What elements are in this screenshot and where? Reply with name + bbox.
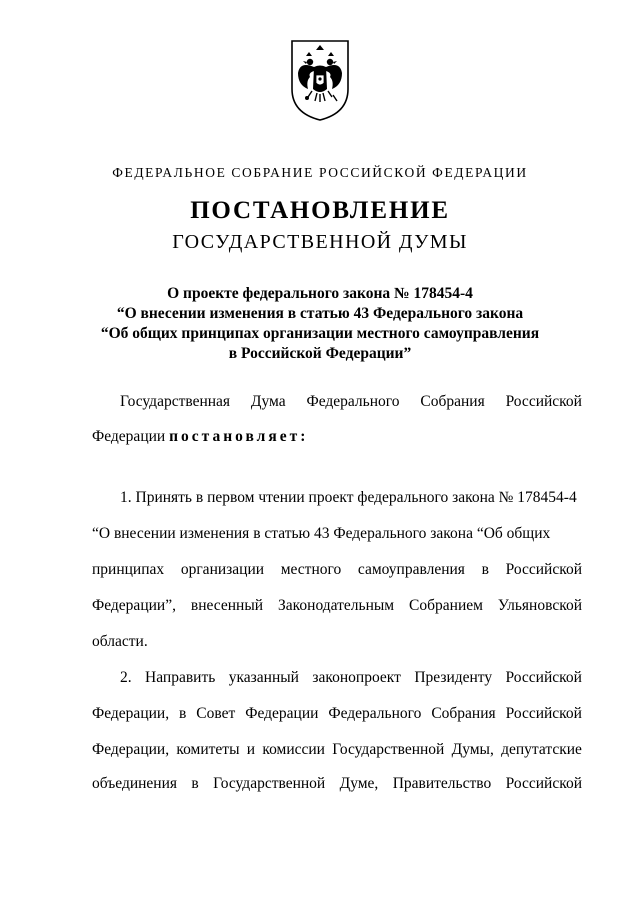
preamble-text: Федерации xyxy=(92,428,166,445)
word: Собрания xyxy=(431,705,496,722)
word: самоуправления xyxy=(357,561,465,578)
word: Направить xyxy=(145,669,216,686)
word: внесенный xyxy=(190,597,264,614)
document-title: ПОСТАНОВЛЕНИЕ xyxy=(190,197,450,224)
item1-line-5: области. xyxy=(92,633,148,650)
word: Государственной xyxy=(332,741,445,758)
word: в xyxy=(191,775,199,792)
word: Законодательным xyxy=(278,597,395,614)
word: Российской xyxy=(505,669,582,686)
subject-heading xyxy=(0,284,640,364)
item1-line-4 xyxy=(92,597,582,615)
word: Федерации, xyxy=(92,705,170,722)
word: Российской xyxy=(505,775,582,792)
subject-line-4: в Российской Федерации” xyxy=(228,345,412,362)
decree-word: постановляет: xyxy=(169,428,309,445)
item1-line-1: 1. Принять в первом чтении проект федерального закона № 178454-4 xyxy=(120,489,577,506)
preamble-word: Собрания xyxy=(420,393,485,410)
word: Российской xyxy=(505,561,582,578)
document-subtitle: ГОСУДАРСТВЕННОЙ ДУМЫ xyxy=(172,231,468,253)
item2-line-1 xyxy=(120,669,582,687)
word: депутатские xyxy=(501,741,582,758)
preamble-word: Дума xyxy=(250,393,286,410)
word: местного xyxy=(280,561,342,578)
word: в xyxy=(179,705,187,722)
preamble-word: Российской xyxy=(505,393,582,410)
word: указанный xyxy=(228,669,299,686)
word: Ульяновской xyxy=(497,597,582,614)
word: Думы, xyxy=(451,741,494,758)
word: Федерации, xyxy=(92,741,170,758)
word: законопроект xyxy=(312,669,401,686)
word: объединения xyxy=(92,775,178,792)
item1-line-3 xyxy=(92,561,582,579)
coat-of-arms-emblem xyxy=(286,37,354,123)
subject-line-3: “Об общих принципах организации местного самоуправления xyxy=(100,325,540,342)
word: Собранием xyxy=(409,597,483,614)
word: Федерации xyxy=(245,705,319,722)
word: Совет xyxy=(196,705,236,722)
preamble-word: Федерального xyxy=(306,393,400,410)
word: Федерального xyxy=(328,705,422,722)
word: Правительство xyxy=(392,775,492,792)
subject-line-2: “О внесении изменения в статью 43 Федерального закона xyxy=(116,305,524,322)
word: в xyxy=(481,561,489,578)
word: Государственной xyxy=(213,775,326,792)
word: принципах xyxy=(92,561,165,578)
word: комиссии xyxy=(262,741,325,758)
item2-line-3 xyxy=(92,741,582,759)
preamble-word: Государственная xyxy=(120,393,231,410)
word: Думе, xyxy=(339,775,379,792)
word: Федерации”, xyxy=(92,597,176,614)
preamble-line-1 xyxy=(120,393,582,411)
subject-line-1: О проекте федерального закона № 178454-4 xyxy=(167,285,473,302)
item2-line-4 xyxy=(92,775,582,793)
word: комитеты xyxy=(176,741,240,758)
word: Президенту xyxy=(414,669,493,686)
word: организации xyxy=(180,561,265,578)
assembly-name: ФЕДЕРАЛЬНОЕ СОБРАНИЕ РОССИЙСКОЙ ФЕДЕРАЦИИ xyxy=(112,165,528,180)
item2-line-2 xyxy=(92,705,582,723)
item1-line-2: “О внесении изменения в статью 43 Федерального закона “Об общих xyxy=(92,525,551,542)
preamble-line-2 xyxy=(92,428,308,446)
word: и xyxy=(246,741,256,758)
word: 2. xyxy=(120,669,132,686)
word: Российской xyxy=(505,705,582,722)
